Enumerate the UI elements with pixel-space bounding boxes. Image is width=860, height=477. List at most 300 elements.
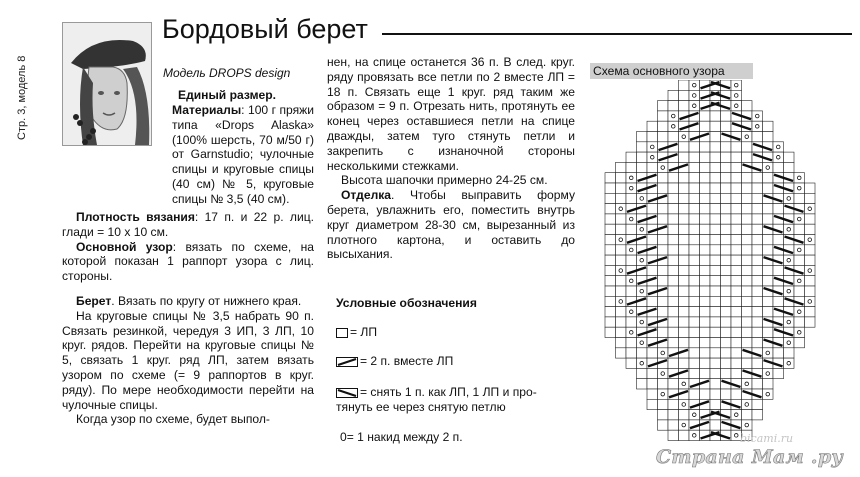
chart-cell	[721, 214, 732, 224]
chart-cell	[710, 235, 721, 245]
chart-cell	[805, 286, 816, 296]
chart-cell	[605, 307, 616, 317]
chart-cell	[721, 307, 732, 317]
chart-cell	[616, 183, 627, 193]
chart-cell	[805, 255, 816, 265]
chart-cell	[784, 338, 795, 348]
legend-item-k2tog-label: = 2 п. вместе ЛП	[360, 354, 454, 368]
column-1	[62, 210, 314, 427]
chart-cell	[742, 286, 753, 296]
chart-cell	[710, 399, 721, 409]
chart-cell	[626, 173, 637, 183]
chart-cell	[731, 255, 742, 265]
chart-cell	[689, 152, 700, 162]
chart-cell	[763, 368, 774, 378]
yarn-over-icon: 0	[340, 430, 347, 444]
chart-cell	[742, 338, 753, 348]
chart-cell	[689, 286, 700, 296]
chart-cell	[668, 327, 679, 337]
chart-cell	[794, 307, 805, 317]
chart-cell	[721, 245, 732, 255]
chart-cell	[647, 379, 658, 389]
chart-cell	[626, 245, 637, 255]
materials-block	[62, 103, 314, 207]
chart-cell	[679, 183, 690, 193]
chart-cell	[668, 101, 679, 111]
chart-cell	[679, 224, 690, 234]
chart-cell	[616, 276, 627, 286]
chart-cell	[752, 173, 763, 183]
chart-cell	[637, 348, 648, 358]
chart-cell	[742, 183, 753, 193]
chart-cell	[752, 276, 763, 286]
chart-cell	[658, 296, 669, 306]
chart-cell	[805, 193, 816, 203]
chart-cell	[742, 327, 753, 337]
chart-cell	[752, 193, 763, 203]
chart-cell	[742, 204, 753, 214]
chart-cell	[689, 307, 700, 317]
chart-cell	[679, 132, 690, 142]
chart-cell	[763, 204, 774, 214]
chart-cell	[637, 255, 648, 265]
chart-cell	[752, 317, 763, 327]
site-logo: Страна Мам .ру	[656, 446, 844, 468]
chart-cell	[700, 121, 711, 131]
chart-cell	[658, 307, 669, 317]
chart-cell	[710, 111, 721, 121]
chart-cell	[805, 307, 816, 317]
instructions-para-2: Когда узор по схеме, будет выпол-	[76, 412, 270, 427]
chart-cell	[752, 327, 763, 337]
chart-cell	[763, 307, 774, 317]
chart-cell	[710, 214, 721, 224]
chart-cell	[626, 286, 637, 296]
chart-cell	[626, 162, 637, 172]
finish-text: . Чтобы выправить форму берета, увлажнить его, поместить внутрь круг диаметром 28-30 см, вырезанный из плотного картона, и оставить до высыхания.	[327, 188, 575, 262]
chart-cell	[668, 286, 679, 296]
chart-cell	[689, 235, 700, 245]
materials-label: Материалы	[172, 103, 242, 117]
chart-cell	[700, 327, 711, 337]
chart-cell	[700, 193, 711, 203]
chart-cell	[731, 101, 742, 111]
chart-cell	[658, 132, 669, 142]
chart-cell	[763, 173, 774, 183]
chart-cell	[731, 348, 742, 358]
chart-cell	[689, 162, 700, 172]
chart-cell	[784, 358, 795, 368]
chart-cell	[784, 348, 795, 358]
chart-cell	[626, 214, 637, 224]
chart-cell	[689, 276, 700, 286]
chart-cell	[773, 296, 784, 306]
chart-cell	[679, 420, 690, 430]
chart-cell	[794, 193, 805, 203]
chart-cell	[605, 265, 616, 275]
chart-cell	[742, 132, 753, 142]
chart-cell	[721, 121, 732, 131]
chart-cell	[763, 235, 774, 245]
instructions-para-1: На круговые спицы № 3,5 набрать 90 п. Связать резинкой, чередуя 3 ИП, 3 ЛП, 10 круг. рядов. Перейти на круговые спицы № 5, связать 1 круг. ряд ЛП, затем вязать узором по схеме (= 9 раппортов в круг. ряду). По мере необходимости перейти на чулочные спицы.	[62, 308, 314, 412]
chart-cell	[616, 224, 627, 234]
chart-cell	[763, 183, 774, 193]
chart-cell	[721, 276, 732, 286]
chart-cell	[742, 173, 753, 183]
chart-cell	[616, 162, 627, 172]
chart-cell	[689, 296, 700, 306]
chart-cell	[721, 235, 732, 245]
chart-cell	[763, 162, 774, 172]
chart-cell	[731, 193, 742, 203]
chart-cell	[742, 410, 753, 420]
chart-cell	[658, 111, 669, 121]
chart-cell	[668, 111, 679, 121]
chart-cell	[742, 265, 753, 275]
chart-cell	[668, 430, 679, 440]
chart-cell	[679, 101, 690, 111]
chart-cell	[658, 214, 669, 224]
chart-cell	[700, 204, 711, 214]
chart-cell	[752, 245, 763, 255]
chart-cell	[742, 317, 753, 327]
chart-cell	[752, 214, 763, 224]
chart-cell	[721, 142, 732, 152]
chart-cell	[647, 389, 658, 399]
chart-cell	[658, 379, 669, 389]
chart-cell	[731, 183, 742, 193]
chart-cell	[658, 399, 669, 409]
chart-cell	[679, 142, 690, 152]
legend-item-yo	[340, 430, 463, 445]
chart-cell	[689, 204, 700, 214]
chart-cell	[710, 420, 721, 430]
chart-cell	[647, 399, 658, 409]
chart-cell	[731, 317, 742, 327]
chart-cell	[679, 214, 690, 224]
chart-cell	[721, 389, 732, 399]
chart-cell	[700, 358, 711, 368]
chart-cell	[658, 121, 669, 131]
chart-cell	[689, 410, 700, 420]
chart-cell	[689, 142, 700, 152]
skp-icon	[336, 388, 358, 398]
chart-cell	[794, 276, 805, 286]
chart-cell	[710, 296, 721, 306]
chart-cell	[637, 317, 648, 327]
chart-cell	[647, 132, 658, 142]
chart-cell	[647, 152, 658, 162]
chart-cell	[805, 204, 816, 214]
chart-cell	[784, 286, 795, 296]
chart-cell	[773, 368, 784, 378]
chart-cell	[805, 276, 816, 286]
chart-cell	[626, 193, 637, 203]
chart-cell	[616, 214, 627, 224]
chart-cell	[721, 358, 732, 368]
chart-cell	[668, 296, 679, 306]
chart-cell	[647, 235, 658, 245]
chart-cell	[731, 286, 742, 296]
chart-cell	[752, 235, 763, 245]
chart-cell	[700, 183, 711, 193]
chart-cell	[721, 265, 732, 275]
chart-cell	[679, 399, 690, 409]
chart-cell	[710, 193, 721, 203]
chart-cell	[731, 410, 742, 420]
chart-cell	[700, 338, 711, 348]
chart-cell	[679, 193, 690, 203]
chart-cell	[752, 286, 763, 296]
chart-cell	[637, 193, 648, 203]
chart-cell	[742, 245, 753, 255]
chart-cell	[773, 142, 784, 152]
chart-cell	[658, 245, 669, 255]
chart-cell	[658, 173, 669, 183]
beret-text: . Вязать по кругу от нижнего края.	[111, 293, 302, 308]
chart-cell	[616, 204, 627, 214]
chart-cell	[689, 255, 700, 265]
chart-cell	[805, 214, 816, 224]
chart-cell	[742, 101, 753, 111]
chart-cell	[605, 255, 616, 265]
chart-cell	[679, 265, 690, 275]
chart-cell	[616, 338, 627, 348]
chart-cell	[784, 255, 795, 265]
density-text: : 17 п. и 22 р. лиц. глади = 10 х 10 см.	[62, 210, 315, 239]
finish-label: Отделка	[341, 188, 392, 203]
chart-cell	[721, 162, 732, 172]
chart-cell	[773, 235, 784, 245]
chart-cell	[679, 317, 690, 327]
chart-cell	[658, 420, 669, 430]
chart-cell	[805, 296, 816, 306]
chart-cell	[637, 379, 648, 389]
chart-cell	[605, 286, 616, 296]
chart-cell	[710, 368, 721, 378]
chart-cell	[721, 224, 732, 234]
chart-cell	[710, 348, 721, 358]
chart-cell	[668, 204, 679, 214]
chart-cell	[679, 173, 690, 183]
chart-cell	[700, 276, 711, 286]
chart-cell	[647, 348, 658, 358]
chart-cell	[784, 162, 795, 172]
chart-cell	[637, 224, 648, 234]
chart-cell	[658, 348, 669, 358]
chart-cell	[731, 245, 742, 255]
legend-title: Условные обозначения	[336, 296, 477, 310]
chart-cell	[721, 317, 732, 327]
chart-cell	[731, 338, 742, 348]
chart-cell	[731, 152, 742, 162]
chart-cell	[626, 255, 637, 265]
chart-cell	[658, 235, 669, 245]
chart-cell	[805, 265, 816, 275]
chart-cell	[658, 410, 669, 420]
chart-cell	[763, 132, 774, 142]
model-credit: Модель DROPS design	[163, 66, 291, 80]
chart-cell	[742, 193, 753, 203]
chart-cell	[721, 296, 732, 306]
chart-cell	[710, 224, 721, 234]
chart-cell	[668, 214, 679, 224]
chart-cell	[637, 132, 648, 142]
chart-cell	[763, 245, 774, 255]
chart-cell	[605, 173, 616, 183]
chart-cell	[742, 152, 753, 162]
chart-cell	[637, 338, 648, 348]
size-and-materials-top	[178, 88, 314, 103]
chart-cell	[773, 265, 784, 275]
chart-cell	[763, 379, 774, 389]
chart-cell	[626, 317, 637, 327]
chart-cell	[794, 317, 805, 327]
chart-cell	[752, 296, 763, 306]
chart-cell	[721, 111, 732, 121]
chart-cell	[710, 338, 721, 348]
chart-cell	[616, 286, 627, 296]
chart-cell	[668, 410, 679, 420]
chart-cell	[689, 348, 700, 358]
legend-item-skp	[336, 385, 537, 415]
chart-cell	[710, 317, 721, 327]
chart-cell	[647, 142, 658, 152]
chart-cell	[668, 224, 679, 234]
chart-cell	[710, 389, 721, 399]
chart-cell	[731, 327, 742, 337]
chart-cell	[794, 255, 805, 265]
chart-cell	[784, 317, 795, 327]
chart-cell	[700, 296, 711, 306]
chart-cell	[605, 276, 616, 286]
chart-cell	[605, 183, 616, 193]
chart-cell	[658, 162, 669, 172]
density-label: Плотность вязания	[76, 210, 195, 224]
chart-cell	[647, 368, 658, 378]
chart-cell	[668, 265, 679, 275]
chart-cell	[668, 173, 679, 183]
chart-cell	[679, 307, 690, 317]
chart-cell	[647, 296, 658, 306]
chart-cell	[689, 338, 700, 348]
pattern-label: Основной узор	[76, 239, 173, 254]
chart-cell	[668, 420, 679, 430]
chart-cell	[784, 152, 795, 162]
chart-cell	[763, 265, 774, 275]
chart-cell	[763, 389, 774, 399]
chart-cell	[616, 193, 627, 203]
col2-para-1: нен, на спице останется 36 п. В след. круг. ряду провязать все петли по 2 вместе ЛП = 18 п. Связать еще 1 круг. ряд таким же образом = 9 п. Отрезать нить, протянуть ее конец через оставшиеся петли на спице дважды, затем туго стянуть петли и закрепить с изнаночной стороны несколькими стежками.	[327, 55, 575, 173]
chart-cell	[668, 317, 679, 327]
chart-cell	[689, 214, 700, 224]
chart-cell	[710, 286, 721, 296]
chart-cell	[647, 162, 658, 172]
chart-cell	[773, 162, 784, 172]
chart-cell	[679, 90, 690, 100]
chart-cell	[773, 348, 784, 358]
chart-cell	[616, 265, 627, 275]
chart-cell	[637, 368, 648, 378]
chart-cell	[668, 90, 679, 100]
chart-cell	[710, 132, 721, 142]
page-title: Бордовый берет	[162, 14, 368, 44]
chart-cell	[616, 327, 627, 337]
chart-cell	[616, 255, 627, 265]
height-text: Высота шапочки примерно 24-25 см.	[341, 173, 548, 188]
watermark: bicami.ru	[740, 432, 794, 445]
chart-cell	[626, 224, 637, 234]
chart-cell	[689, 245, 700, 255]
chart-cell	[794, 327, 805, 337]
chart-cell	[731, 296, 742, 306]
chart-cell	[679, 379, 690, 389]
chart-cell	[689, 389, 700, 399]
chart-cell	[794, 245, 805, 255]
chart-cell	[700, 162, 711, 172]
chart-cell	[616, 296, 627, 306]
chart-cell	[668, 399, 679, 409]
chart-cell	[710, 379, 721, 389]
chart-cell	[647, 121, 658, 131]
chart-cell	[710, 358, 721, 368]
chart-cell	[679, 338, 690, 348]
chart-cell	[689, 430, 700, 440]
chart-cell	[710, 152, 721, 162]
chart-cell	[679, 358, 690, 368]
chart-cell	[752, 307, 763, 317]
chart-cell	[710, 142, 721, 152]
chart-cell	[794, 224, 805, 234]
chart-cell	[710, 204, 721, 214]
chart-cell	[752, 399, 763, 409]
chart-cell	[794, 338, 805, 348]
chart-cell	[742, 296, 753, 306]
chart-cell	[626, 338, 637, 348]
beret-label: Берет	[76, 293, 112, 308]
pattern-scheme-chart	[600, 80, 820, 442]
chart-cell	[794, 286, 805, 296]
chart-cell	[689, 317, 700, 327]
chart-cell	[616, 348, 627, 358]
chart-cell	[605, 327, 616, 337]
chart-cell	[805, 235, 816, 245]
chart-cell	[710, 327, 721, 337]
chart-cell	[626, 183, 637, 193]
chart-cell	[658, 276, 669, 286]
chart-cell	[752, 338, 763, 348]
chart-cell	[773, 204, 784, 214]
chart-cell	[721, 173, 732, 183]
chart-cell	[700, 152, 711, 162]
chart-cell	[605, 204, 616, 214]
chart-cell	[710, 121, 721, 131]
chart-cell	[805, 317, 816, 327]
chart-cell	[700, 255, 711, 265]
chart-cell	[784, 193, 795, 203]
chart-cell	[668, 235, 679, 245]
chart-cell	[668, 193, 679, 203]
chart-cell	[605, 193, 616, 203]
chart-cell	[700, 173, 711, 183]
chart-cell	[689, 224, 700, 234]
chart-cell	[731, 162, 742, 172]
chart-cell	[616, 173, 627, 183]
chart-cell	[700, 389, 711, 399]
side-page-label: Стр. 3, модель 8	[16, 55, 28, 140]
chart-cell	[700, 286, 711, 296]
chart-cell	[668, 245, 679, 255]
